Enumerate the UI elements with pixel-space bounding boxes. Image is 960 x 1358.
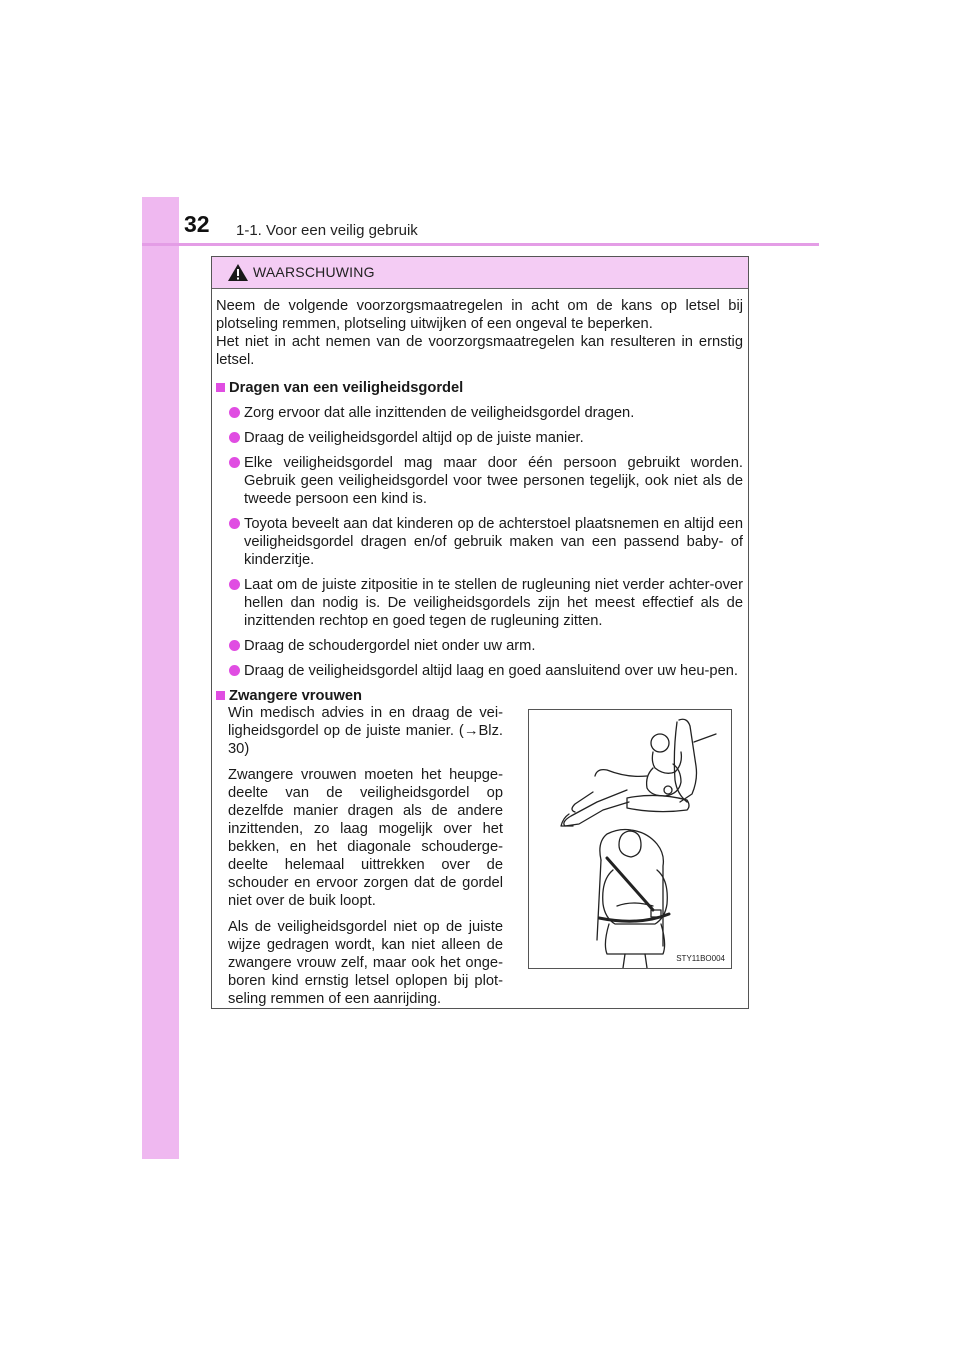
seat-cushion-shape bbox=[627, 795, 689, 811]
bullet-dot-icon bbox=[229, 665, 240, 676]
head-side-shape bbox=[651, 734, 669, 752]
bullet-text: Toyota beveelt aan dat kinderen op de achterstoel plaatsnemen en altijd een veiligheidsgordel dragen en/of gebruik maken van een passend baby- of kinderzitje. bbox=[244, 516, 743, 568]
section-heading-text: Zwangere vrouwen bbox=[229, 688, 363, 704]
pregnancy-paragraph-3: Als de veiligheidsgordel niet op de juiste wijze gedragen wordt, kan niet alleen de zwangere vrouw zelf, maar ook het onge-boren kind ernstig letsel oplopen bij plot-seling remmen of een aanrijding. bbox=[228, 919, 503, 1007]
buckle-side-shape bbox=[664, 786, 672, 794]
page-number: 32 bbox=[184, 211, 210, 237]
list-item bbox=[216, 454, 743, 508]
list-item bbox=[216, 662, 743, 680]
section-heading-pregnant bbox=[216, 687, 743, 705]
bullet-text: Draag de veiligheidsgordel altijd laag en goed aansluitend over uw heu-pen. bbox=[244, 663, 739, 679]
seatbelt-drawing bbox=[529, 710, 731, 968]
bullet-text: Zorg ervoor dat alle inzittenden de veiligheidsgordel dragen. bbox=[244, 405, 635, 421]
header-rule bbox=[142, 243, 819, 246]
square-bullet-icon bbox=[216, 691, 225, 700]
bullet-dot-icon bbox=[229, 579, 240, 590]
section-heading-seatbelt bbox=[216, 379, 743, 397]
bullet-text: Laat om de juiste zitpositie in te stellen de rugleuning niet verder achter-over hellen dan nodig is. De veiligheidsgordels zijn het meest effectief als de inzittenden rechtop en goed tegen de rugleuning zitten. bbox=[244, 577, 743, 629]
section-title: 1-1. Voor een veilig gebruik bbox=[236, 222, 418, 239]
warning-triangle-icon bbox=[227, 263, 249, 282]
shoulder-belt-shape bbox=[607, 858, 653, 910]
pregnancy-paragraph-1: Win medisch advies in en draag de vei-ligheidsgordel op de juiste manier. (→Blz. 30) bbox=[228, 705, 503, 757]
seatbelt-bullet-list bbox=[216, 404, 743, 680]
legs-side-shape bbox=[564, 790, 629, 826]
list-item bbox=[216, 637, 743, 655]
bullet-text: Elke veiligheidsgordel mag maar door één persoon gebruikt worden. Gebruik geen veiligheidsgordel voor twee personen tegelijk, ook niet als de tweede persoon een kind is. bbox=[244, 455, 743, 507]
list-item bbox=[216, 404, 743, 422]
skirt-front-shape bbox=[605, 924, 664, 954]
bullet-dot-icon bbox=[229, 432, 240, 443]
intro-paragraph-2: Het niet in acht nemen van de voorzorgsmaatregelen kan resulteren in ernstig letsel. bbox=[216, 334, 743, 368]
bullet-dot-icon bbox=[229, 407, 240, 418]
pregnancy-paragraph-2: Zwangere vrouwen moeten het heupge-deelte van de veiligheidsgordel op dezelfde manier dragen als de andere inzittenden, zo laag mogelijk over het bekken, en het diagonale schouderge-deelte helemaal uittrekken over de schouder en ervoor zorgen dat de gordel niet over de buik loopt. bbox=[228, 767, 503, 909]
bullet-text: Draag de veiligheidsgordel altijd op de juiste manier. bbox=[244, 430, 584, 446]
pregnancy-text bbox=[228, 704, 503, 1016]
pregnant-seatbelt-illustration bbox=[528, 709, 732, 969]
warning-title: WAARSCHUWING bbox=[253, 264, 375, 280]
bullet-text: Draag de schoudergordel niet onder uw arm. bbox=[244, 638, 536, 654]
list-item bbox=[216, 515, 743, 569]
bullet-dot-icon bbox=[229, 518, 240, 529]
warning-box bbox=[211, 256, 749, 1009]
list-item bbox=[216, 429, 743, 447]
bullet-dot-icon bbox=[229, 640, 240, 651]
figure-code: STY11BO004 bbox=[676, 954, 725, 963]
torso-front-shape bbox=[603, 870, 668, 924]
warning-header bbox=[212, 257, 748, 289]
head-front-shape bbox=[619, 831, 641, 857]
list-item bbox=[216, 576, 743, 630]
chapter-side-bar bbox=[142, 197, 179, 1159]
bullet-dot-icon bbox=[229, 457, 240, 468]
square-bullet-icon bbox=[216, 383, 225, 392]
warning-content bbox=[216, 297, 743, 712]
section-heading-text: Dragen van een veiligheidsgordel bbox=[229, 380, 464, 396]
intro-paragraph-1: Neem de volgende voorzorgsmaatregelen in acht om de kans op letsel bij plotseling remmen, plotseling uitwijken of een ongeval te beperken. bbox=[216, 298, 743, 332]
